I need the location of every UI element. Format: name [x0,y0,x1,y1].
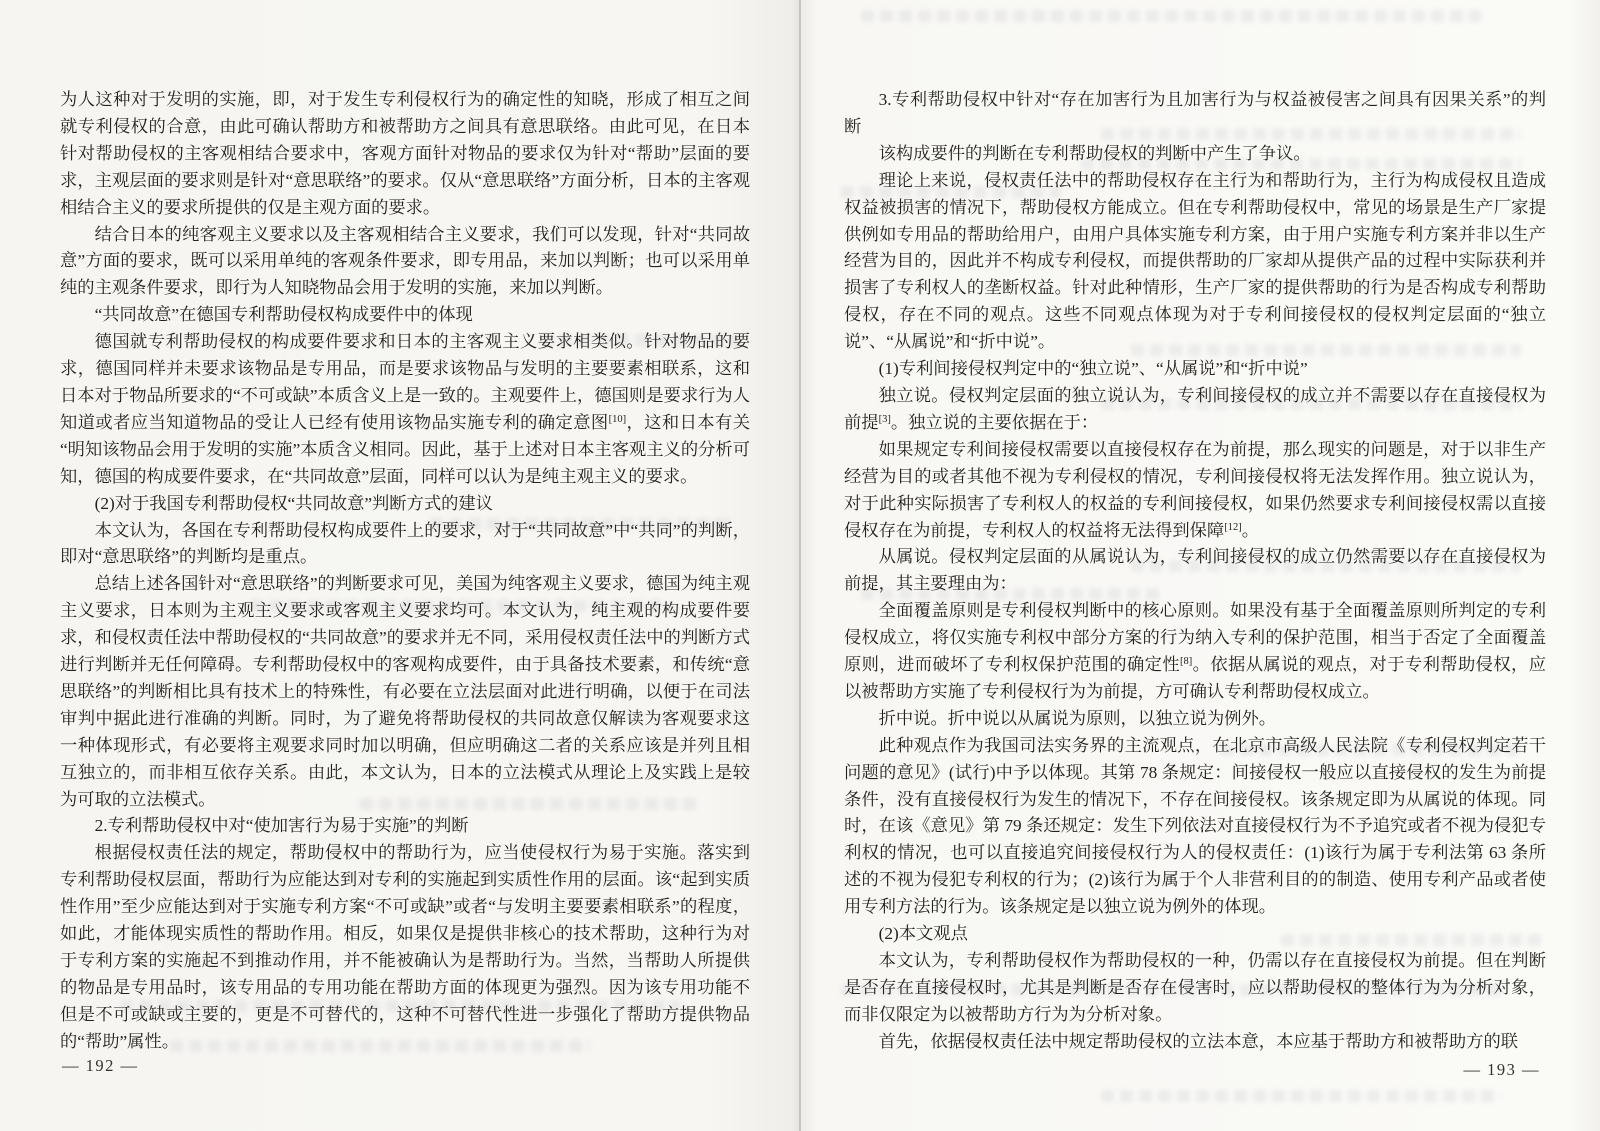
footnote-reference: [3] [878,413,891,425]
paragraph: 3.专利帮助侵权中针对“存在加害行为且加害行为与权益被侵害之间具有因果关系”的判断 [844,90,1546,136]
paragraph: 总结上述各国针对“意思联络”的判断要求可见，美国为纯客观主义要求，德国为纯主观主义要求，日本则为主观主义要求或客观主义要求均可。本文认为，纯主观的构成要件要求，和侵权责任法中帮助侵权的“共同故意”的要求并无不同，采用侵权责任法中的判断方式进行判断并无任何障碍。专利帮助侵权中的客观构成要件，由于具备技术要素，和传统“意思联络”的判断相比具有技术上的特殊性，有必要在立法层面对此进行明确，以便于在司法审判中据此进行准确的判断。同时，为了避免将帮助侵权的共同故意仅解读为客观要求这一种体现形式，有必要将主观要求同时加以明确，但应明确这二者的关系应该是并列且相互独立的，而非相互依存关系。由此，本文认为，日本的立法模式从理论上及实践上是较为可取的立法模式。 [60,574,750,809]
page-193-text [844,87,1546,1056]
paragraph: 此种观点作为我国司法实务界的主流观点，在北京市高级人民法院《专利侵权判定若干问题的意见》(试行)中予以体现。其第 78 条规定：间接侵权一般应以直接侵权的发生为前提条件，没有直接侵权行为发生的情况下，不存在间接侵权。该条规定即为从属说的体现。同时，在该《意见》第 79 条还规定：发生下列依法对直接侵权行为不予追究或者不视为侵犯专利权的情况，也可以直接追究间接侵权行为人的侵权责任：(1)该行为属于专利法第 63 条所述的不视为侵犯专利权的行为；(2)该行为属于个人非营利目的的制造、使用专利产品或者使用专利方法的行为。该条规定是以独立说为例外的体现。 [844,735,1546,917]
bleed-through-artifact [1101,1090,1501,1102]
page-193 [801,0,1600,1131]
page-number-192: — 192 — [62,1056,139,1075]
paragraph: (2)本文观点 [878,924,968,944]
paragraph: 2.专利帮助侵权中对“使加害行为易于实施”的判断 [94,816,469,836]
paragraph: 折中说。折中说以从属说为原则，以独立说为例外。 [878,708,1277,728]
paragraph: 从属说。侵权判定层面的从属说认为，专利间接侵权的成立仍然需要以存在直接侵权为前提，其主要理由为： [844,547,1546,594]
footnote-reference: [8] [1180,656,1193,668]
page-192-text [60,87,750,1056]
paragraph: 根据侵权责任法的规定，帮助侵权中的帮助行为，应当使侵权行为易于实施。落实到专利帮助侵权层面，帮助行为应能达到对专利的实施起到实质性作用的层面。该“起到实质性作用”至少应能达到对于实施专利方案“不可或缺”或者“与发明主要要素相联系”的程度，如此，才能体现实质性的帮助作用。相反，如果仅是提供非核心的技术帮助，这种行为对于专利方案的实施起不到推动作用，并不能被确认为是帮助行为。当然，当帮助人所提供的物品是专用品时，该专用品的专用功能在帮助方面的体现更为强烈。因为该专用功能不但是不可或缺或主要的，更是不可替代的，这种不可替代性进一步强化了帮助方提供物品的“帮助”属性。 [60,843,750,1051]
paragraph: 本文认为，各国在专利帮助侵权构成要件上的要求，对于“共同故意”中“共同”的判断，即对“意思联络”的判断均是重点。 [60,520,750,567]
paragraph: 如果规定专利间接侵权需要以直接侵权存在为前提，那么现实的问题是，对于以非生产经营为目的或者其他不视为专利侵权的情况，专利间接侵权将无法发挥作用。独立说认为，对于此种实际损害了专利权人的权益的专利间接侵权，如果仍然要求专利间接侵权需以直接侵权存在为前提，专利权人的权益将无法得到保障[12]。 [844,439,1546,540]
page-gutter-seam [799,0,801,1131]
paragraph: 全面覆盖原则是专利侵权判断中的核心原则。如果没有基于全面覆盖原则所判定的专利侵权成立，将仅实施专利权中部分方案的行为纳入专利的保护范围，相当于否定了全面覆盖原则，进而破坏了专利权保护范围的确定性[8]。依据从属说的观点，对于专利帮助侵权，应以被帮助方实施了专利侵权行为为前提，方可确认专利帮助侵权成立。 [844,601,1546,701]
page-number-193: — 193 — [1463,1060,1540,1079]
footnote-reference: [10] [608,413,627,425]
paragraph: 结合日本的纯客观主义要求以及主客观相结合主义要求，我们可以发现，针对“共同故意”方面的要求，既可以采用单纯的客观条件要求，即专用品，来加以判断；也可以采用单纯的主观条件要求，即行为人知晓物品会用于发明的实施，来加以判断。 [60,224,750,298]
paragraph: 本文认为，专利帮助侵权作为帮助侵权的一种，仍需以存在直接侵权为前提。但在判断是否存在直接侵权时，尤其是判断是否存在侵害时，应以帮助侵权的整体行为为分析对象，而非仅限定为以被帮助方行为为分析对象。 [844,951,1546,1024]
paragraph: 独立说。侵权判定层面的独立说认为，专利间接侵权的成立并不需要以存在直接侵权为前提[3]。独立说的主要依据在于： [844,385,1546,432]
bleed-through-artifact [861,10,1481,22]
paragraph: (2)对于我国专利帮助侵权“共同故意”判断方式的建议 [94,493,493,513]
paragraph: 首先，依据侵权责任法中规定帮助侵权的立法本意，本应基于帮助方和被帮助方的联 [878,1031,1519,1051]
paragraph: “共同故意”在德国专利帮助侵权构成要件中的体现 [94,305,473,325]
paragraph: 该构成要件的判断在专利帮助侵权的判断中产生了争议。 [878,143,1311,163]
paragraph: (1)专利间接侵权判定中的“独立说”、“从属说”和“折中说” [878,359,1308,379]
paragraph: 理论上来说，侵权责任法中的帮助侵权存在主行为和帮助行为，主行为构成侵权且造成权益被损害的情况下，帮助侵权方能成立。但在专利帮助侵权中，常见的场景是生产厂家提供例如专用品的帮助给用户，由用户具体实施专利方案，由于用户实施专利方案并非以生产经营为目的，因此并不构成专利侵权，而提供帮助的厂家却从提供产品的过程中实际获利并损害了专利权人的垄断权益。针对此种情形，生产厂家的提供帮助的行为是否构成专利帮助侵权，存在不同的观点。这些不同观点体现为对于专利间接侵权的侵权判定层面的“独立说”、“从属说”和“折中说”。 [844,170,1546,352]
footnote-reference: [12] [1224,521,1242,533]
paragraph: 德国就专利帮助侵权的构成要件要求和日本的主客观主义要求相类似。针对物品的要求，德国同样并未要求该物品是专用品，而是要求该物品与发明的主要要素相联系，这和日本对于物品所要求的“不可或缺”本质含义上是一致的。主观要件上，德国则是要求行为人知道或者应当知道物品的受让人已经有使用该物品实施专利的确定意图[10]，这和日本有关“明知该物品会用于发明的实施”本质含义相同。因此，基于上述对日本主客观主义的分析可知，德国的构成要件要求，在“共同故意”层面，同样可以认为是纯主观主义的要求。 [60,332,750,486]
paragraph: 为人这种对于发明的实施，即，对于发生专利侵权行为的确定性的知晓，形成了相互之间就专利侵权的合意，由此可确认帮助方和被帮助方之间具有意思联络。由此可见，在日本针对帮助侵权的主客观相结合要求中，客观方面针对物品的要求仅为针对“帮助”层面的要求，主观层面的要求则是针对“意思联络”的要求。仅从“意思联络”方面分析，日本的主客观相结合主义的要求所提供的仅是主观方面的要求。 [60,90,750,217]
